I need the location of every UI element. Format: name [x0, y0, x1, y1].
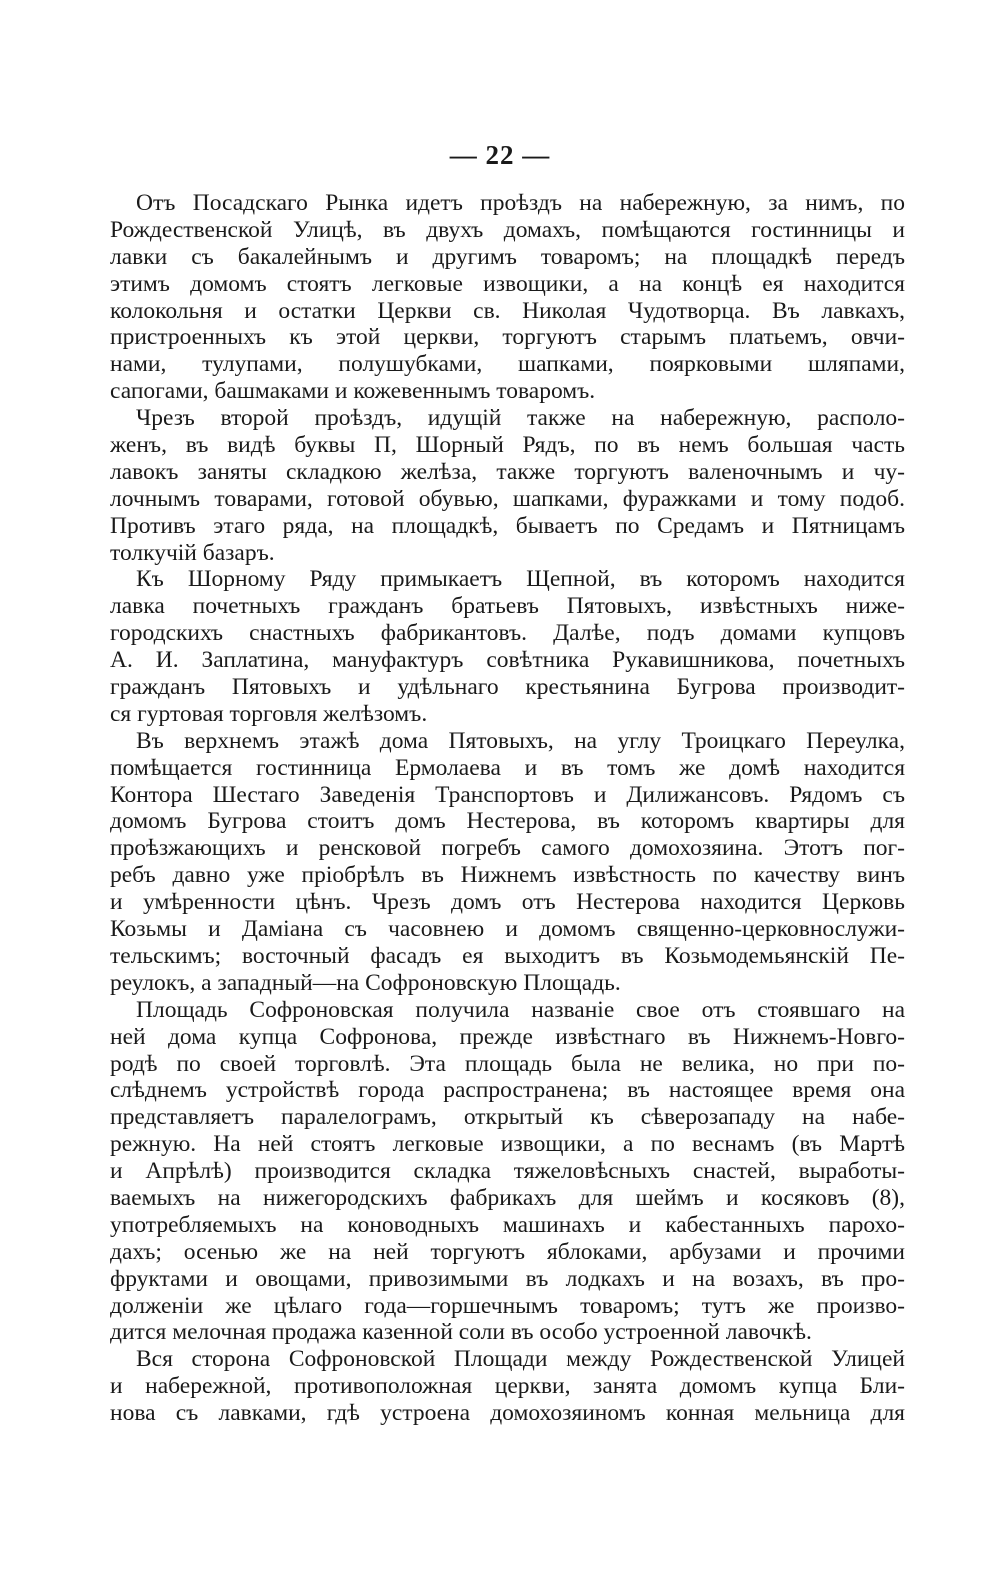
- text-line: Рождественской Улицѣ, въ двухъ домахъ, помѣщаются гостинницы и: [110, 216, 905, 243]
- text-line: Отъ Посадскаго Рынка идетъ проѣздъ на набережную, за нимъ, по: [136, 190, 905, 216]
- text-line: Въ верхнемъ этажѣ дома Пятовыхъ, на углу Троицкаго Переулка,: [136, 727, 905, 754]
- text-line: проѣзжающихъ и ренсковой погребъ самого домохозяина. Этотъ пог-: [110, 835, 905, 862]
- text-line: сапогами, башмаками и кожевеннымъ товаромъ.: [110, 378, 596, 405]
- text-line: нова съ лавками, гдѣ устроена домохозяиномъ конная мельница для: [110, 1400, 905, 1427]
- text-line: пристроенныхъ къ этой церкви, торгуютъ старымъ платьемъ, овчи-: [110, 324, 905, 351]
- text-line: долженіи же цѣлаго года—горшечнымъ товаромъ; тутъ же произво-: [110, 1292, 905, 1319]
- text-line: употребляемыхъ на коноводныхъ машинахъ и кабестанныхъ парохо-: [110, 1211, 905, 1238]
- text-line: и умѣренности цѣнъ. Чрезъ домъ отъ Нестерова находится Церковь: [110, 889, 905, 916]
- text-line: лочнымъ товарами, готовой обувью, шапками, фуражками и тому подоб.: [110, 485, 905, 512]
- text-line: ребъ давно уже пріобрѣлъ въ Нижнемъ извѣстность по качеству винъ: [110, 862, 905, 889]
- paragraph: [110, 566, 905, 727]
- text-line: режную. На ней стоятъ легковые извощики, а по веснамъ (въ Мартѣ: [110, 1131, 905, 1158]
- paragraph: [110, 1346, 905, 1427]
- text-line: Козьмы и Даміана съ часовнею и домомъ священно-церковнослужи-: [110, 916, 905, 943]
- text-line: Вся сторона Софроновской Площади между Рождественской Улицей: [136, 1346, 905, 1373]
- text-line: ней дома купца Софронова, прежде извѣстнаго въ Нижнемъ-Новго-: [110, 1023, 905, 1050]
- text-line: лавки съ бакалейнымъ и другимъ товаромъ; на площадкѣ передъ: [110, 243, 905, 270]
- body-text: [110, 190, 905, 1427]
- text-line: толкучій базаръ.: [110, 539, 275, 566]
- paragraph: [110, 190, 905, 405]
- text-line: реулокъ, а западный—на Софроновскую Площадь.: [110, 969, 621, 996]
- paragraph: [110, 997, 905, 1347]
- text-line: родѣ по своей торговлѣ. Эта площадь была не велика, но при по-: [110, 1050, 905, 1077]
- text-line: помѣщается гостинница Ермолаева и въ томъ же домѣ находится: [110, 754, 905, 781]
- text-line: домомъ Бугрова стоитъ домъ Нестерова, въ которомъ квартиры для: [110, 808, 905, 835]
- text-line: дахъ; осенью же на ней торгуютъ яблоками, арбузами и прочими: [110, 1238, 905, 1265]
- text-line: ваемыхъ на нижегородскихъ фабрикахъ для шеймъ и косяковъ (8),: [110, 1184, 905, 1211]
- page-number: — 22 —: [449, 140, 551, 170]
- text-line: Чрезъ второй проѣздъ, идущій также на набережную, располо-: [136, 405, 905, 432]
- text-line: гражданъ Пятовыхъ и удѣльнаго крестьянина Бугрова производит-: [110, 674, 905, 701]
- text-line: ся гуртовая торговля желѣзомъ.: [110, 700, 428, 727]
- text-line: А. И. Заплатина, мануфактуръ совѣтника Рукавишникова, почетныхъ: [110, 647, 905, 674]
- text-line: тельскимъ; восточный фасадъ ея выходитъ въ Козьмодемьянскій Пе-: [110, 942, 905, 969]
- text-line: Противъ этаго ряда, на площадкѣ, бываетъ по Средамъ и Пятницамъ: [110, 512, 905, 539]
- text-line: Контора Шестаго Заведенія Транспортовъ и Дилижансовъ. Рядомъ съ: [110, 781, 905, 808]
- text-line: нами, тулупами, полушубками, шапками, поярковыми шляпами,: [110, 351, 905, 378]
- text-line: Площадь Софроновская получила названіе свое отъ стоявшаго на: [136, 996, 905, 1023]
- text-line: представляетъ паралелограмъ, открытый къ сѣверозападу на набе-: [110, 1104, 905, 1131]
- text-line: слѣднемъ устройствѣ города распространена; въ настоящее время она: [110, 1077, 905, 1104]
- text-line: фруктами и овощами, привозимыми въ лодкахъ и на возахъ, въ про-: [110, 1265, 905, 1292]
- paragraph: [110, 405, 905, 566]
- text-line: колокольня и остатки Церкви св. Николая Чудотворца. Въ лавкахъ,: [110, 297, 905, 324]
- text-line: и Апрѣлѣ) производится складка тяжеловѣсныхъ снастей, выработы-: [110, 1158, 905, 1185]
- text-line: женъ, въ видѣ буквы П, Шорный Рядъ, по въ немъ большая часть: [110, 432, 905, 459]
- text-line: лавокъ заняты складкою желѣза, также торгуютъ валеночнымъ и чу-: [110, 458, 905, 485]
- text-line: этимъ домомъ стоятъ легковые извощики, а на концѣ ея находится: [110, 270, 905, 297]
- text-line: лавка почетныхъ гражданъ братьевъ Пятовыхъ, извѣстныхъ ниже-: [110, 593, 905, 620]
- text-line: Къ Шорному Ряду примыкаетъ Щепной, въ которомъ находится: [136, 566, 905, 593]
- text-line: городскихъ снастныхъ фабрикантовъ. Далѣе, подъ домами купцовъ: [110, 620, 905, 647]
- text-line: дится мелочная продажа казенной соли въ особо устроенной лавочкѣ.: [110, 1319, 812, 1346]
- paragraph: [110, 728, 905, 997]
- text-line: и набережной, противоположная церкви, занята домомъ купца Бли-: [110, 1373, 905, 1400]
